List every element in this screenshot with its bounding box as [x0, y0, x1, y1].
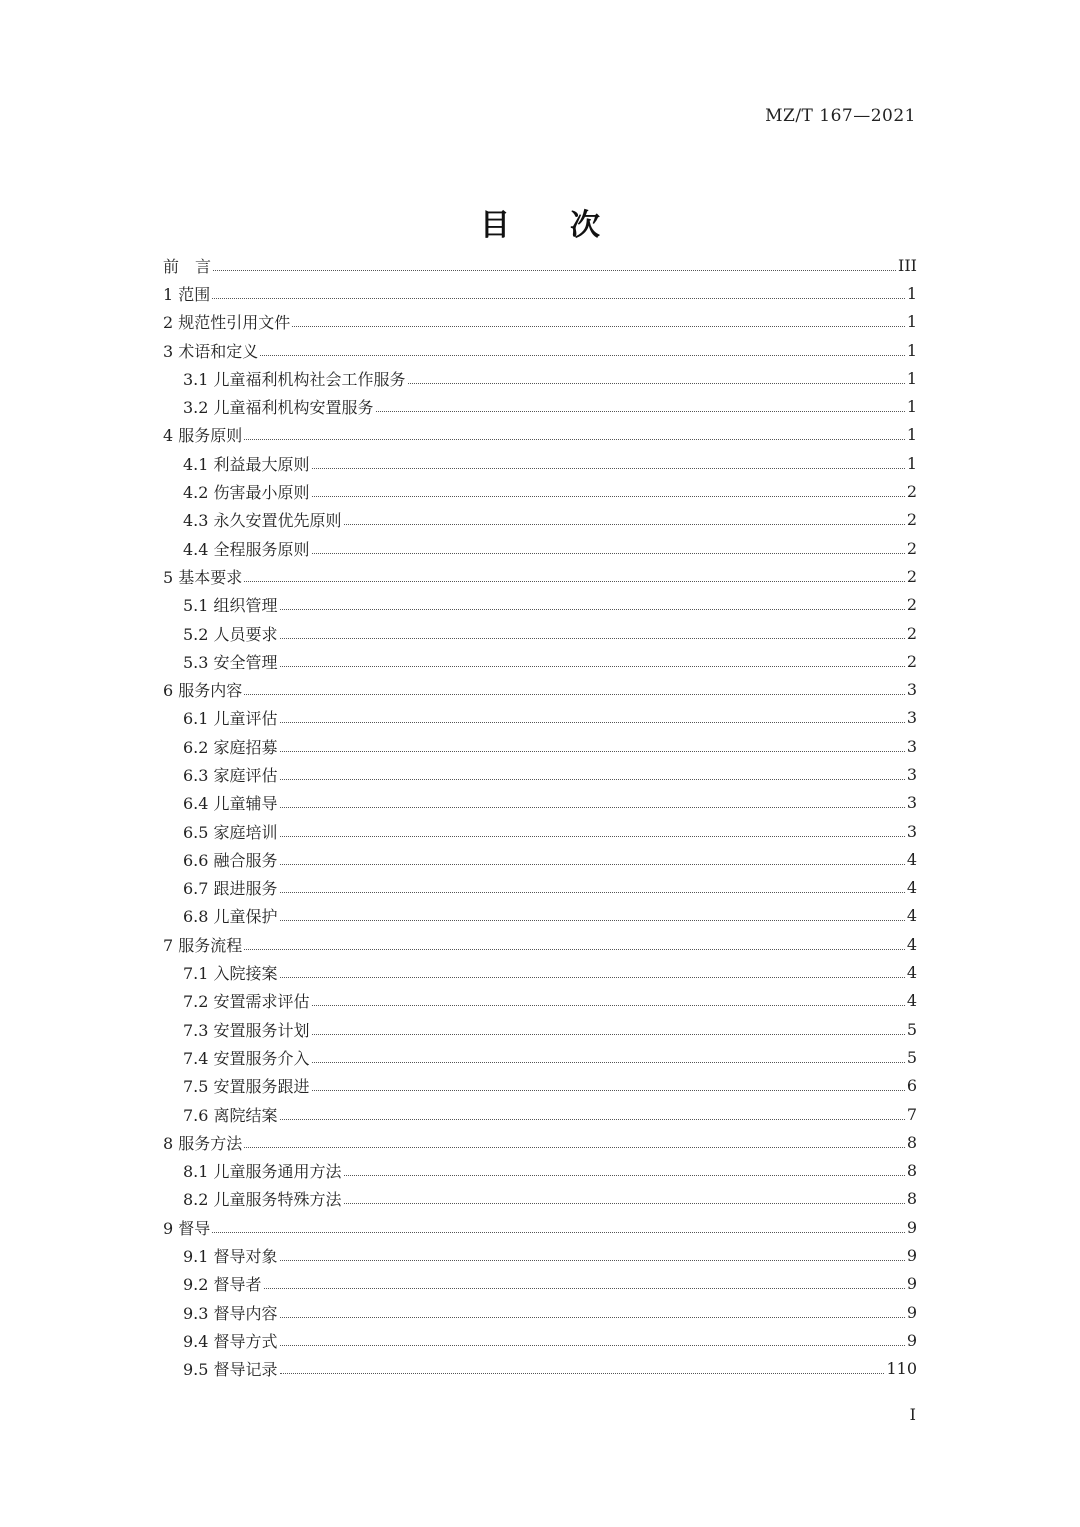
toc-entry-page: 2 [906, 651, 917, 671]
toc-entry[interactable] [163, 1072, 917, 1100]
toc-entry[interactable] [163, 845, 917, 873]
dot-leader [312, 1034, 905, 1035]
toc-entry-page: 3 [906, 793, 917, 813]
toc-entry-label: 9.4 督导方式 [183, 1331, 278, 1351]
dot-leader [244, 1147, 905, 1148]
dot-leader [280, 722, 905, 723]
toc-entry-label: 9.5 督导记录 [183, 1360, 278, 1380]
toc-entry-page: 1 [906, 368, 917, 388]
dot-leader [312, 1090, 905, 1091]
toc-entry-label: 9 督导 [163, 1218, 211, 1238]
dot-leader [280, 1373, 885, 1374]
toc-entry-page: 8 [906, 1161, 917, 1181]
toc-entry-page: 8 [906, 1189, 917, 1209]
dot-leader [244, 694, 905, 695]
page-title: 目次 [480, 208, 660, 243]
toc-entry[interactable] [163, 1157, 917, 1185]
toc-entry-label: 3.2 儿童福利机构安置服务 [183, 398, 374, 418]
toc-entry-label: 8 服务方法 [163, 1133, 243, 1153]
toc-entry-page: III [898, 255, 917, 275]
toc-entry-label: 6 服务内容 [163, 681, 243, 701]
toc-entry-label: 7.5 安置服务跟进 [183, 1077, 310, 1097]
toc-entry-page: 4 [906, 849, 917, 869]
toc-entry-label: 8.2 儿童服务特殊方法 [183, 1190, 342, 1210]
toc-entry-label: 5.3 安全管理 [183, 652, 278, 672]
toc-entry[interactable] [163, 1100, 917, 1128]
dot-leader [344, 1175, 905, 1176]
toc-entry-page: 3 [906, 736, 917, 756]
toc-entry[interactable] [163, 619, 917, 647]
toc-entry-label: 7.1 入院接案 [183, 964, 278, 984]
toc-entry[interactable] [163, 987, 917, 1015]
dot-leader [292, 326, 905, 327]
toc-entry-label: 6.4 儿童辅导 [183, 794, 278, 814]
toc-entry[interactable] [163, 591, 917, 619]
toc-entry-page: 2 [906, 510, 917, 530]
toc-entry[interactable] [163, 1326, 917, 1354]
toc-entry-label: 7.3 安置服务计划 [183, 1020, 310, 1040]
toc-entry-label: 4.2 伤害最小原则 [183, 483, 310, 503]
dot-leader [280, 1317, 905, 1318]
toc-entry[interactable] [163, 789, 917, 817]
dot-leader [260, 355, 905, 356]
dot-leader [212, 1232, 905, 1233]
toc-entry[interactable] [163, 760, 917, 788]
toc-entry-label: 5 基本要求 [163, 567, 243, 587]
toc-entry-page: 1 [906, 340, 917, 360]
table-of-contents [163, 251, 917, 1383]
toc-entry-page: 8 [906, 1132, 917, 1152]
toc-entry[interactable] [163, 449, 917, 477]
toc-entry[interactable] [163, 1015, 917, 1043]
toc-entry-label: 7.4 安置服务介入 [183, 1048, 310, 1068]
toc-entry-label: 4.4 全程服务原则 [183, 539, 310, 559]
toc-entry[interactable] [163, 874, 917, 902]
dot-leader [280, 638, 905, 639]
toc-entry[interactable] [163, 1185, 917, 1213]
toc-entry-label: 7 服务流程 [163, 935, 243, 955]
toc-entry-page: 3 [906, 764, 917, 784]
toc-entry[interactable] [163, 336, 917, 364]
toc-entry-label: 9.1 督导对象 [183, 1247, 278, 1267]
toc-entry-label: 5.1 组织管理 [183, 596, 278, 616]
toc-entry-page: 1 [906, 312, 917, 332]
toc-entry-page: 5 [906, 1047, 917, 1067]
toc-entry[interactable] [163, 902, 917, 930]
dot-leader [280, 864, 905, 865]
toc-entry-label: 7.6 离院结案 [183, 1105, 278, 1125]
toc-entry-page: 9 [906, 1330, 917, 1350]
toc-entry-page: 4 [906, 991, 917, 1011]
toc-entry-page: 3 [906, 708, 917, 728]
toc-entry-label: 4.1 利益最大原则 [183, 454, 310, 474]
dot-leader [244, 581, 905, 582]
toc-entry-page: 9 [906, 1274, 917, 1294]
toc-entry-label: 前 言 [163, 256, 212, 276]
toc-entry-page: 2 [906, 595, 917, 615]
toc-entry[interactable] [163, 1270, 917, 1298]
page-number: I [909, 1405, 916, 1424]
toc-entry-page: 2 [906, 538, 917, 558]
toc-entry[interactable] [163, 1298, 917, 1326]
toc-entry[interactable] [163, 732, 917, 760]
toc-entry[interactable] [163, 279, 917, 307]
dot-leader [280, 892, 905, 893]
toc-entry-page: 1 [906, 283, 917, 303]
toc-entry-page: 2 [906, 623, 917, 643]
dot-leader [408, 383, 905, 384]
dot-leader [376, 411, 905, 412]
toc-entry-label: 4 服务原则 [163, 426, 243, 446]
toc-entry-page: 9 [906, 1302, 917, 1322]
dot-leader [312, 1062, 905, 1063]
dot-leader [280, 609, 905, 610]
toc-entry[interactable] [163, 1355, 917, 1383]
dot-leader [280, 1345, 905, 1346]
toc-entry-page: 4 [906, 878, 917, 898]
toc-entry[interactable] [163, 817, 917, 845]
toc-entry-label: 3 术语和定义 [163, 341, 259, 361]
toc-entry[interactable] [163, 251, 917, 279]
toc-entry[interactable] [163, 534, 917, 562]
toc-entry[interactable] [163, 421, 917, 449]
toc-entry-label: 6.5 家庭培训 [183, 822, 278, 842]
dot-leader [280, 1260, 905, 1261]
toc-entry[interactable] [163, 675, 917, 703]
toc-entry-page: 110 [886, 1359, 917, 1379]
dot-leader [244, 439, 905, 440]
toc-entry-label: 8.1 儿童服务通用方法 [183, 1162, 342, 1182]
dot-leader [280, 836, 905, 837]
dot-leader [312, 553, 905, 554]
dot-leader [344, 1203, 905, 1204]
toc-entry[interactable] [163, 506, 917, 534]
toc-entry-page: 1 [906, 453, 917, 473]
toc-entry[interactable] [163, 392, 917, 420]
toc-entry-page: 5 [906, 1019, 917, 1039]
toc-entry[interactable] [163, 958, 917, 986]
toc-entry-page: 1 [906, 425, 917, 445]
dot-leader [280, 807, 905, 808]
dot-leader [280, 666, 905, 667]
toc-entry-page: 3 [906, 680, 917, 700]
toc-entry-label: 7.2 安置需求评估 [183, 992, 310, 1012]
dot-leader [312, 496, 905, 497]
toc-entry-label: 6.6 融合服务 [183, 850, 278, 870]
toc-entry-page: 4 [906, 963, 917, 983]
toc-entry-page: 9 [906, 1217, 917, 1237]
toc-entry[interactable] [163, 1241, 917, 1269]
toc-entry[interactable] [163, 308, 917, 336]
toc-entry-label: 9.3 督导内容 [183, 1303, 278, 1323]
dot-leader [344, 524, 905, 525]
toc-entry-label: 4.3 永久安置优先原则 [183, 511, 342, 531]
toc-entry-label: 3.1 儿童福利机构社会工作服务 [183, 369, 406, 389]
toc-entry[interactable] [163, 704, 917, 732]
toc-entry-page: 6 [906, 1076, 917, 1096]
dot-leader [280, 977, 905, 978]
toc-entry-page: 7 [906, 1104, 917, 1124]
toc-entry[interactable] [163, 647, 917, 675]
toc-entry-page: 9 [906, 1246, 917, 1266]
toc-entry-label: 6.8 儿童保护 [183, 907, 278, 927]
toc-entry[interactable] [163, 364, 917, 392]
dot-leader [312, 1005, 905, 1006]
toc-entry-label: 6.1 儿童评估 [183, 709, 278, 729]
dot-leader [244, 949, 905, 950]
dot-leader [280, 920, 905, 921]
toc-entry-page: 4 [906, 906, 917, 926]
dot-leader [280, 779, 905, 780]
toc-entry-label: 9.2 督导者 [183, 1275, 262, 1295]
toc-entry-label: 2 规范性引用文件 [163, 313, 291, 333]
toc-entry-label: 6.3 家庭评估 [183, 765, 278, 785]
dot-leader [280, 751, 905, 752]
toc-entry-page: 1 [906, 397, 917, 417]
dot-leader [212, 298, 905, 299]
toc-entry[interactable] [163, 1213, 917, 1241]
document-code: MZ/T 167—2021 [765, 106, 916, 126]
dot-leader [312, 468, 905, 469]
toc-entry-label: 1 范围 [163, 284, 211, 304]
toc-entry-label: 5.2 人员要求 [183, 624, 278, 644]
toc-entry[interactable] [163, 1043, 917, 1071]
toc-entry-page: 3 [906, 821, 917, 841]
toc-entry-label: 6.7 跟进服务 [183, 879, 278, 899]
dot-leader [264, 1288, 905, 1289]
toc-entry-page: 2 [906, 482, 917, 502]
toc-entry-label: 6.2 家庭招募 [183, 737, 278, 757]
toc-entry[interactable] [163, 477, 917, 505]
toc-entry-page: 2 [906, 566, 917, 586]
toc-entry-page: 4 [906, 934, 917, 954]
toc-entry[interactable] [163, 562, 917, 590]
toc-entry[interactable] [163, 930, 917, 958]
dot-leader [280, 1119, 905, 1120]
toc-entry[interactable] [163, 1128, 917, 1156]
dot-leader [213, 270, 896, 271]
